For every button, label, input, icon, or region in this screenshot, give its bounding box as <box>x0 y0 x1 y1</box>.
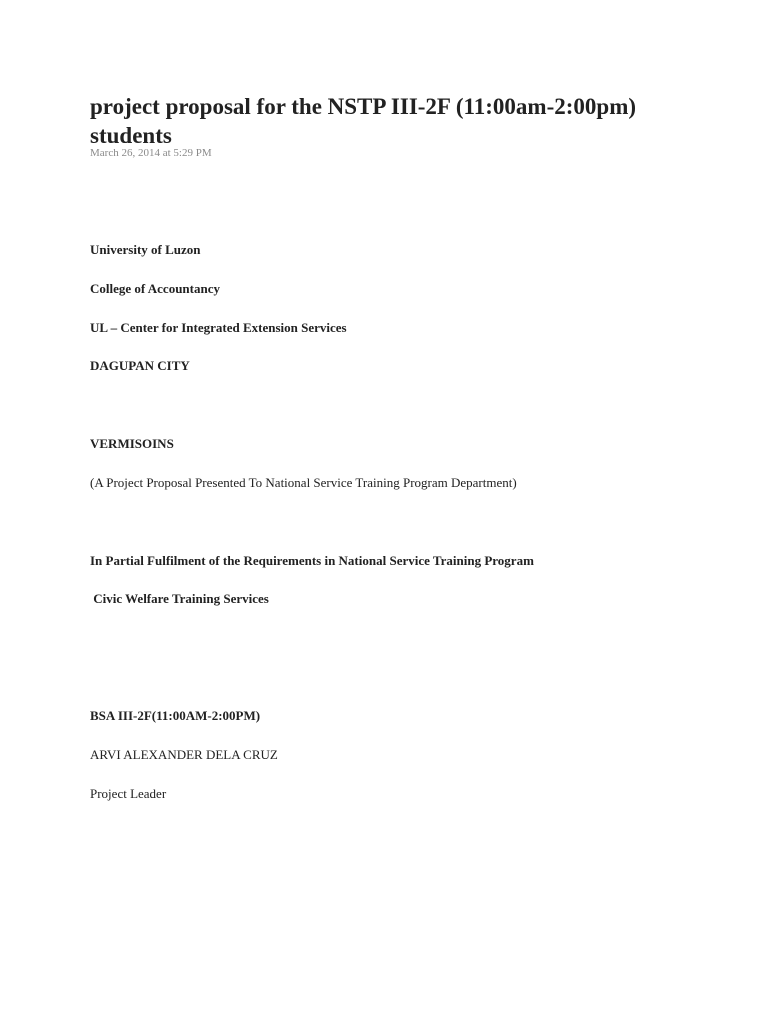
document-title: project proposal for the NSTP III-2F (11:00am-2:00pm) students <box>90 94 637 148</box>
project-name: VERMISOINS <box>90 436 174 451</box>
college-name: College of Accountancy <box>90 281 220 296</box>
university-name: University of Luzon <box>90 242 201 257</box>
presented-to-text: (A Project Proposal Presented To National Service Training Program Department) <box>90 475 517 490</box>
post-date: March 26, 2014 at 5:29 PM <box>90 147 212 159</box>
project-leader-name: ARVI ALEXANDER DELA CRUZ <box>90 747 278 762</box>
center-name: UL – Center for Integrated Extension Services <box>90 320 347 335</box>
fulfilment-text: In Partial Fulfilment of the Requirements in National Service Training Program <box>90 553 534 568</box>
project-leader-role: Project Leader <box>90 786 167 801</box>
section-label: BSA III-2F(11:00AM-2:00PM) <box>90 708 261 723</box>
city-name: DAGUPAN CITY <box>90 358 190 373</box>
program-component: Civic Welfare Training Services <box>90 591 269 606</box>
